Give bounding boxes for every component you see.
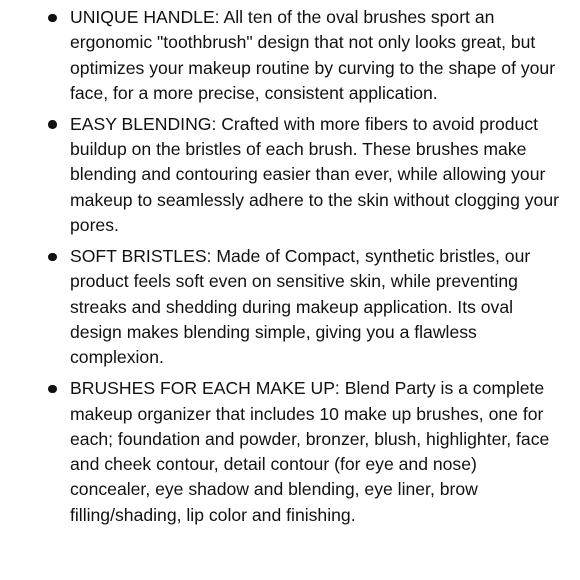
bullet-icon: [48, 385, 57, 394]
bullet-icon: [48, 120, 57, 129]
feature-text: SOFT BRISTLES: Made of Compact, synthetic bristles, our product feels soft even on sensitive skin, while preventing streaks and shedding during makeup application. Its oval design makes blending simple, giving you a flawless complexion.: [70, 246, 531, 368]
list-item: [44, 376, 560, 528]
bullet-icon: [48, 253, 57, 262]
feature-text: BRUSHES FOR EACH MAKE UP: Blend Party is a complete makeup organizer that includes 10 make up brushes, one for each; foundation and powder, bronzer, blush, highlighter, face and cheek contour, detail contour (for eye and nose) concealer, eye shadow and blending, eye liner, brow filling/shading, lip color and finishing.: [70, 378, 550, 525]
list-item: [44, 244, 560, 370]
bullet-icon: [48, 14, 57, 23]
feature-list: [44, 5, 560, 528]
feature-text: UNIQUE HANDLE: All ten of the oval brushes sport an ergonomic "toothbrush" design that not only looks great, but optimizes your makeup routine by curving to the shape of your face, for a more precise, consistent application.: [70, 7, 556, 103]
feature-text: EASY BLENDING: Crafted with more fibers to avoid product buildup on the bristles of each brush. These brushes make blending and contouring easier than ever, while allowing your makeup to seamlessly adhere to the skin without clogging your pores.: [70, 113, 559, 236]
list-item: [44, 112, 560, 238]
list-item: [44, 5, 560, 106]
